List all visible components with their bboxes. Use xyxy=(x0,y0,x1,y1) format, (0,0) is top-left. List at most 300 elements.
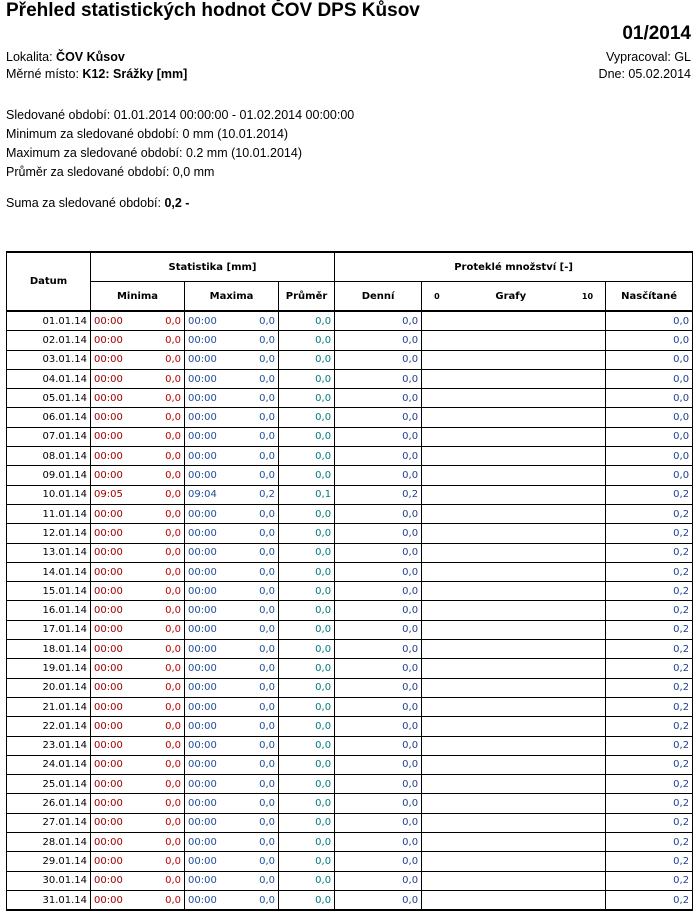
table-body xyxy=(7,311,693,910)
cell-average: 0,0 xyxy=(279,697,335,716)
cell-cumulative: 0,2 xyxy=(606,640,693,659)
minimum-line: Minimum za sledované období: 0 mm (10.01.2014) xyxy=(6,127,289,141)
cell-max-value: 0,0 xyxy=(237,427,279,446)
cell-cumulative: 0,2 xyxy=(606,601,693,620)
cell-min-time: 00:00 xyxy=(91,717,143,736)
cell-min-time: 00:00 xyxy=(91,562,143,581)
col-cumulative-header: Nasčítané xyxy=(606,282,693,312)
cell-date: 19.01.14 xyxy=(7,659,91,678)
cell-min-value: 0,0 xyxy=(143,871,185,890)
cell-max-time: 00:00 xyxy=(185,311,237,331)
cell-cumulative: 0,2 xyxy=(606,582,693,601)
cell-min-time: 00:00 xyxy=(91,620,143,639)
cell-max-time: 09:04 xyxy=(185,485,237,504)
location-value: ČOV Kůsov xyxy=(56,50,125,64)
cell-daily: 0,0 xyxy=(335,813,422,832)
cell-cumulative: 0,0 xyxy=(606,311,693,331)
cell-max-time: 00:00 xyxy=(185,466,237,485)
cell-daily: 0,0 xyxy=(335,890,422,910)
cell-min-value: 0,0 xyxy=(143,350,185,369)
cell-min-time: 00:00 xyxy=(91,755,143,774)
cell-max-time: 00:00 xyxy=(185,408,237,427)
cell-date: 02.01.14 xyxy=(7,331,91,350)
cell-date: 28.01.14 xyxy=(7,833,91,852)
cell-average: 0,0 xyxy=(279,466,335,485)
cell-max-value: 0,0 xyxy=(237,582,279,601)
cell-date: 24.01.14 xyxy=(7,755,91,774)
measuring-point-value: K12: Srážky [mm] xyxy=(82,67,188,81)
cell-max-value: 0,2 xyxy=(237,485,279,504)
cell-max-time: 00:00 xyxy=(185,620,237,639)
cell-cumulative: 0,2 xyxy=(606,813,693,832)
cell-min-value: 0,0 xyxy=(143,427,185,446)
cell-cumulative: 0,0 xyxy=(606,447,693,466)
cell-cumulative: 0,0 xyxy=(606,389,693,408)
cell-max-time: 00:00 xyxy=(185,524,237,543)
cell-max-time: 00:00 xyxy=(185,562,237,581)
cell-min-value: 0,0 xyxy=(143,620,185,639)
cell-average: 0,0 xyxy=(279,736,335,755)
cell-cumulative: 0,2 xyxy=(606,504,693,523)
cell-cumulative: 0,2 xyxy=(606,620,693,639)
cell-graph xyxy=(422,601,606,620)
cell-average: 0,0 xyxy=(279,311,335,331)
cell-graph xyxy=(422,775,606,794)
cell-max-value: 0,0 xyxy=(237,350,279,369)
cell-average: 0,0 xyxy=(279,389,335,408)
cell-min-time: 00:00 xyxy=(91,311,143,331)
cell-average: 0,0 xyxy=(279,813,335,832)
cell-max-value: 0,0 xyxy=(237,331,279,350)
cell-max-time: 00:00 xyxy=(185,755,237,774)
cell-max-time: 00:00 xyxy=(185,582,237,601)
cell-min-time: 00:00 xyxy=(91,369,143,388)
cell-min-value: 0,0 xyxy=(143,466,185,485)
cell-min-time: 00:00 xyxy=(91,871,143,890)
cell-cumulative: 0,2 xyxy=(606,755,693,774)
cell-cumulative: 0,2 xyxy=(606,562,693,581)
table-row xyxy=(7,543,693,562)
cell-daily: 0,0 xyxy=(335,562,422,581)
cell-date: 05.01.14 xyxy=(7,389,91,408)
cell-daily: 0,2 xyxy=(335,485,422,504)
cell-min-value: 0,0 xyxy=(143,736,185,755)
cell-average: 0,0 xyxy=(279,871,335,890)
cell-min-time: 00:00 xyxy=(91,775,143,794)
cell-min-time: 00:00 xyxy=(91,543,143,562)
cell-date: 17.01.14 xyxy=(7,620,91,639)
cell-cumulative: 0,2 xyxy=(606,678,693,697)
cell-daily: 0,0 xyxy=(335,736,422,755)
cell-min-time: 00:00 xyxy=(91,389,143,408)
cell-min-value: 0,0 xyxy=(143,833,185,852)
cell-graph xyxy=(422,524,606,543)
cell-daily: 0,0 xyxy=(335,427,422,446)
cell-cumulative: 0,2 xyxy=(606,485,693,504)
cell-max-value: 0,0 xyxy=(237,890,279,910)
cell-min-time: 00:00 xyxy=(91,331,143,350)
cell-max-value: 0,0 xyxy=(237,775,279,794)
cell-date: 25.01.14 xyxy=(7,775,91,794)
cell-min-value: 0,0 xyxy=(143,543,185,562)
cell-graph xyxy=(422,890,606,910)
col-daily-header: Denní xyxy=(335,282,422,312)
cell-min-value: 0,0 xyxy=(143,582,185,601)
cell-graph xyxy=(422,408,606,427)
cell-min-value: 0,0 xyxy=(143,813,185,832)
cell-daily: 0,0 xyxy=(335,447,422,466)
cell-max-value: 0,0 xyxy=(237,833,279,852)
table-row xyxy=(7,389,693,408)
cell-graph xyxy=(422,427,606,446)
cell-graph xyxy=(422,871,606,890)
cell-date: 16.01.14 xyxy=(7,601,91,620)
cell-min-value: 0,0 xyxy=(143,678,185,697)
cell-daily: 0,0 xyxy=(335,678,422,697)
table-row xyxy=(7,736,693,755)
cell-max-time: 00:00 xyxy=(185,389,237,408)
cell-date: 10.01.14 xyxy=(7,485,91,504)
cell-max-time: 00:00 xyxy=(185,331,237,350)
table-row xyxy=(7,582,693,601)
report-header-left xyxy=(6,49,187,83)
cell-average: 0,0 xyxy=(279,601,335,620)
table-row xyxy=(7,640,693,659)
report-date: Dne: 05.02.2014 xyxy=(598,67,691,81)
cell-average: 0,1 xyxy=(279,485,335,504)
cell-graph xyxy=(422,640,606,659)
cell-max-value: 0,0 xyxy=(237,562,279,581)
table-row xyxy=(7,601,693,620)
cell-max-value: 0,0 xyxy=(237,389,279,408)
cell-average: 0,0 xyxy=(279,833,335,852)
cell-date: 07.01.14 xyxy=(7,427,91,446)
cell-daily: 0,0 xyxy=(335,755,422,774)
cell-max-value: 0,0 xyxy=(237,369,279,388)
cell-max-time: 00:00 xyxy=(185,813,237,832)
location-line xyxy=(6,49,187,66)
cell-cumulative: 0,2 xyxy=(606,543,693,562)
cell-date: 06.01.14 xyxy=(7,408,91,427)
cell-daily: 0,0 xyxy=(335,620,422,639)
cell-average: 0,0 xyxy=(279,890,335,910)
cell-max-time: 00:00 xyxy=(185,736,237,755)
cell-graph xyxy=(422,755,606,774)
cell-graph xyxy=(422,543,606,562)
cell-min-value: 0,0 xyxy=(143,331,185,350)
cell-max-value: 0,0 xyxy=(237,524,279,543)
cell-max-value: 0,0 xyxy=(237,755,279,774)
cell-min-value: 0,0 xyxy=(143,717,185,736)
cell-cumulative: 0,2 xyxy=(606,794,693,813)
cell-daily: 0,0 xyxy=(335,350,422,369)
cell-daily: 0,0 xyxy=(335,524,422,543)
cell-date: 04.01.14 xyxy=(7,369,91,388)
cell-daily: 0,0 xyxy=(335,311,422,331)
cell-graph xyxy=(422,466,606,485)
cell-max-time: 00:00 xyxy=(185,350,237,369)
cell-min-time: 00:00 xyxy=(91,678,143,697)
report-header-right xyxy=(599,49,691,83)
flow-group-header: Proteklé množství [-] xyxy=(335,252,693,282)
col-max-header: Maxima xyxy=(185,282,279,312)
col-avg-header: Průměr xyxy=(279,282,335,312)
sum-line xyxy=(6,196,189,210)
cell-graph xyxy=(422,659,606,678)
cell-max-time: 00:00 xyxy=(185,640,237,659)
graph-scale-max: 10 xyxy=(581,291,594,301)
cell-cumulative: 0,2 xyxy=(606,890,693,910)
cell-min-time: 09:05 xyxy=(91,485,143,504)
cell-max-value: 0,0 xyxy=(237,717,279,736)
cell-min-time: 00:00 xyxy=(91,601,143,620)
graph-scale-min: 0 xyxy=(434,291,440,301)
cell-date: 01.01.14 xyxy=(7,311,91,331)
cell-date: 18.01.14 xyxy=(7,640,91,659)
cell-graph xyxy=(422,331,606,350)
table-row xyxy=(7,794,693,813)
observed-period: Sledované období: 01.01.2014 00:00:00 - 01.02.2014 00:00:00 xyxy=(6,108,355,122)
cell-graph xyxy=(422,562,606,581)
cell-cumulative: 0,2 xyxy=(606,736,693,755)
cell-max-value: 0,0 xyxy=(237,640,279,659)
cell-date: 27.01.14 xyxy=(7,813,91,832)
table-row xyxy=(7,678,693,697)
cell-graph xyxy=(422,717,606,736)
cell-max-value: 0,0 xyxy=(237,543,279,562)
cell-max-time: 00:00 xyxy=(185,717,237,736)
cell-min-value: 0,0 xyxy=(143,408,185,427)
cell-average: 0,0 xyxy=(279,659,335,678)
cell-date: 21.01.14 xyxy=(7,697,91,716)
cell-max-time: 00:00 xyxy=(185,659,237,678)
cell-graph xyxy=(422,369,606,388)
cell-min-value: 0,0 xyxy=(143,794,185,813)
cell-max-time: 00:00 xyxy=(185,678,237,697)
cell-date: 31.01.14 xyxy=(7,890,91,910)
cell-cumulative: 0,2 xyxy=(606,852,693,871)
table-row xyxy=(7,524,693,543)
cell-min-time: 00:00 xyxy=(91,697,143,716)
cell-average: 0,0 xyxy=(279,562,335,581)
cell-min-value: 0,0 xyxy=(143,485,185,504)
table-row xyxy=(7,369,693,388)
table-row xyxy=(7,852,693,871)
cell-graph xyxy=(422,504,606,523)
cell-graph xyxy=(422,736,606,755)
cell-daily: 0,0 xyxy=(335,582,422,601)
cell-min-time: 00:00 xyxy=(91,833,143,852)
cell-graph xyxy=(422,350,606,369)
cell-max-value: 0,0 xyxy=(237,311,279,331)
report-period: 01/2014 xyxy=(622,23,691,44)
cell-min-time: 00:00 xyxy=(91,852,143,871)
cell-cumulative: 0,0 xyxy=(606,350,693,369)
cell-average: 0,0 xyxy=(279,852,335,871)
cell-max-time: 00:00 xyxy=(185,794,237,813)
cell-date: 09.01.14 xyxy=(7,466,91,485)
table-row xyxy=(7,871,693,890)
col-min-header: Minima xyxy=(91,282,185,312)
cell-max-time: 00:00 xyxy=(185,833,237,852)
cell-max-time: 00:00 xyxy=(185,543,237,562)
cell-max-value: 0,0 xyxy=(237,504,279,523)
cell-min-value: 0,0 xyxy=(143,369,185,388)
cell-max-value: 0,0 xyxy=(237,871,279,890)
cell-average: 0,0 xyxy=(279,678,335,697)
cell-daily: 0,0 xyxy=(335,331,422,350)
cell-min-time: 00:00 xyxy=(91,736,143,755)
table-row xyxy=(7,775,693,794)
cell-max-time: 00:00 xyxy=(185,504,237,523)
table-row xyxy=(7,717,693,736)
table-row xyxy=(7,620,693,639)
table-row xyxy=(7,813,693,832)
table-row xyxy=(7,331,693,350)
table-row xyxy=(7,350,693,369)
cell-max-value: 0,0 xyxy=(237,620,279,639)
cell-daily: 0,0 xyxy=(335,697,422,716)
cell-cumulative: 0,2 xyxy=(606,775,693,794)
cell-average: 0,0 xyxy=(279,369,335,388)
cell-daily: 0,0 xyxy=(335,659,422,678)
table-row xyxy=(7,890,693,910)
cell-average: 0,0 xyxy=(279,775,335,794)
cell-max-time: 00:00 xyxy=(185,852,237,871)
daily-report-table xyxy=(6,251,693,911)
cell-cumulative: 0,0 xyxy=(606,408,693,427)
cell-average: 0,0 xyxy=(279,717,335,736)
table-row xyxy=(7,408,693,427)
cell-graph xyxy=(422,582,606,601)
cell-max-value: 0,0 xyxy=(237,601,279,620)
col-graphs-header xyxy=(422,282,606,312)
cell-date: 13.01.14 xyxy=(7,543,91,562)
graph-title: Grafy xyxy=(495,290,527,302)
cell-cumulative: 0,0 xyxy=(606,466,693,485)
cell-daily: 0,0 xyxy=(335,504,422,523)
cell-date: 08.01.14 xyxy=(7,447,91,466)
cell-min-time: 00:00 xyxy=(91,794,143,813)
cell-min-value: 0,0 xyxy=(143,697,185,716)
cell-graph xyxy=(422,447,606,466)
cell-min-value: 0,0 xyxy=(143,562,185,581)
cell-min-time: 00:00 xyxy=(91,427,143,446)
report-title: Přehled statistických hodnot ČOV DPS Kůsov xyxy=(6,0,420,21)
cell-max-time: 00:00 xyxy=(185,601,237,620)
cell-average: 0,0 xyxy=(279,794,335,813)
cell-daily: 0,0 xyxy=(335,717,422,736)
cell-min-time: 00:00 xyxy=(91,640,143,659)
measuring-point-line xyxy=(6,66,187,83)
col-date-header: Datum xyxy=(7,252,91,311)
cell-date: 26.01.14 xyxy=(7,794,91,813)
table-row xyxy=(7,833,693,852)
cell-graph xyxy=(422,389,606,408)
cell-average: 0,0 xyxy=(279,543,335,562)
cell-max-time: 00:00 xyxy=(185,697,237,716)
period-statistics xyxy=(6,106,354,182)
cell-daily: 0,0 xyxy=(335,775,422,794)
cell-graph xyxy=(422,813,606,832)
table-row xyxy=(7,562,693,581)
cell-daily: 0,0 xyxy=(335,389,422,408)
cell-max-time: 00:00 xyxy=(185,775,237,794)
table-row xyxy=(7,659,693,678)
cell-min-time: 00:00 xyxy=(91,466,143,485)
table-row xyxy=(7,485,693,504)
cell-max-value: 0,0 xyxy=(237,852,279,871)
cell-graph xyxy=(422,620,606,639)
cell-min-value: 0,0 xyxy=(143,311,185,331)
cell-daily: 0,0 xyxy=(335,369,422,388)
cell-daily: 0,0 xyxy=(335,852,422,871)
cell-average: 0,0 xyxy=(279,582,335,601)
cell-cumulative: 0,2 xyxy=(606,697,693,716)
cell-graph xyxy=(422,678,606,697)
cell-date: 15.01.14 xyxy=(7,582,91,601)
cell-cumulative: 0,0 xyxy=(606,369,693,388)
location-label: Lokalita: xyxy=(6,50,53,64)
cell-cumulative: 0,0 xyxy=(606,427,693,446)
cell-date: 11.01.14 xyxy=(7,504,91,523)
cell-max-value: 0,0 xyxy=(237,408,279,427)
cell-min-value: 0,0 xyxy=(143,659,185,678)
table-row xyxy=(7,504,693,523)
cell-min-time: 00:00 xyxy=(91,504,143,523)
cell-average: 0,0 xyxy=(279,447,335,466)
cell-date: 30.01.14 xyxy=(7,871,91,890)
cell-max-value: 0,0 xyxy=(237,447,279,466)
cell-min-time: 00:00 xyxy=(91,447,143,466)
cell-max-value: 0,0 xyxy=(237,794,279,813)
cell-date: 23.01.14 xyxy=(7,736,91,755)
cell-daily: 0,0 xyxy=(335,640,422,659)
cell-min-value: 0,0 xyxy=(143,852,185,871)
cell-min-value: 0,0 xyxy=(143,640,185,659)
cell-cumulative: 0,2 xyxy=(606,524,693,543)
cell-daily: 0,0 xyxy=(335,543,422,562)
cell-date: 20.01.14 xyxy=(7,678,91,697)
stats-group-header: Statistika [mm] xyxy=(91,252,335,282)
cell-min-time: 00:00 xyxy=(91,813,143,832)
cell-daily: 0,0 xyxy=(335,408,422,427)
cell-date: 22.01.14 xyxy=(7,717,91,736)
cell-min-value: 0,0 xyxy=(143,389,185,408)
cell-min-value: 0,0 xyxy=(143,890,185,910)
cell-min-value: 0,0 xyxy=(143,601,185,620)
cell-cumulative: 0,0 xyxy=(606,331,693,350)
cell-graph xyxy=(422,833,606,852)
sum-value: 0,2 - xyxy=(164,196,190,210)
cell-average: 0,0 xyxy=(279,350,335,369)
processed-by: Vypracoval: GL xyxy=(606,50,691,64)
cell-cumulative: 0,2 xyxy=(606,717,693,736)
cell-max-time: 00:00 xyxy=(185,369,237,388)
cell-min-value: 0,0 xyxy=(143,524,185,543)
cell-average: 0,0 xyxy=(279,504,335,523)
cell-average: 0,0 xyxy=(279,640,335,659)
table-row xyxy=(7,311,693,331)
cell-date: 03.01.14 xyxy=(7,350,91,369)
cell-daily: 0,0 xyxy=(335,833,422,852)
measuring-point-label: Měrné místo: xyxy=(6,67,79,81)
cell-max-value: 0,0 xyxy=(237,813,279,832)
cell-min-time: 00:00 xyxy=(91,659,143,678)
cell-min-time: 00:00 xyxy=(91,524,143,543)
cell-min-value: 0,0 xyxy=(143,504,185,523)
cell-graph xyxy=(422,485,606,504)
